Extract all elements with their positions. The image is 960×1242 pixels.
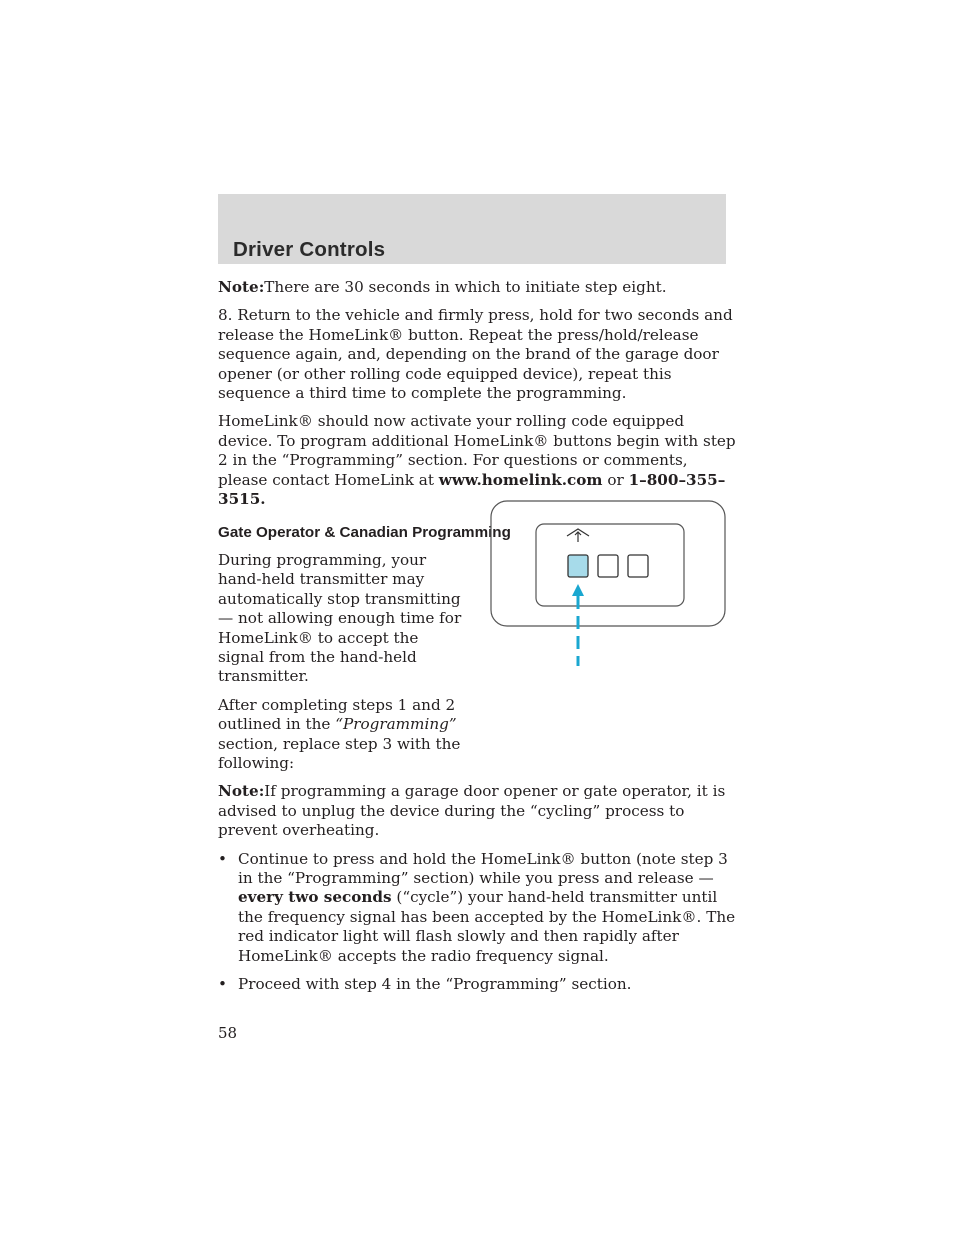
section-header-bar: [218, 194, 726, 264]
page-number: 58: [218, 1024, 238, 1042]
programming-paragraph: During programming, your hand-held transmitter may automatically stop transmitting — not allowing enough time for HomeLink® to accept the signal from the hand-held transmitter.: [218, 550, 462, 686]
section-title: Driver Controls: [233, 238, 386, 261]
bullet-text: [238, 850, 738, 966]
arrow-head: [572, 584, 584, 596]
bullet-marker: •: [218, 975, 227, 993]
programming-reference: “Programming”: [335, 715, 457, 734]
homelink-panel-figure: [490, 500, 726, 670]
garage-house-icon: [567, 529, 589, 542]
section-heading: Gate Operator & Canadian Programming: [218, 524, 511, 542]
note-paragraph: [218, 278, 738, 297]
homelink-button-2: [598, 555, 618, 577]
bullet-item: [218, 975, 738, 994]
note-text: There are 30 seconds in which to initiate step eight.: [264, 278, 667, 296]
homelink-button-1: [568, 555, 588, 577]
bullet-bold: every two seconds: [238, 888, 392, 907]
note-label-2: Note:: [218, 782, 265, 801]
website-link[interactable]: www.homelink.com: [438, 470, 603, 489]
step-8-paragraph: 8. Return to the vehicle and firmly press, hold for two seconds and release the HomeLink® button. Repeat the press/hold/release sequence again, and, depending on the brand of the garage door opener (or other rolling code equipped device), repeat this sequence a third time to complete the programming.: [218, 306, 733, 403]
contact-text: HomeLink® should now activate your rolling code equipped device. To program additional HomeLink® buttons begin with step 2 in the “Programming” section. For questions or comments, please contact HomeLink at: [218, 412, 736, 489]
homelink-contact-paragraph: [218, 412, 738, 509]
bullet-text: Proceed with step 4 in the “Programming” section.: [238, 975, 632, 993]
note-paragraph-2: [218, 782, 738, 840]
phone-number: 1–800–355–3515.: [218, 470, 726, 509]
bullet-marker: •: [218, 849, 227, 868]
bullet-item: [218, 850, 738, 966]
replace-step-paragraph: [218, 696, 463, 774]
homelink-button-3: [628, 555, 648, 577]
replace-text-before: After completing steps 1 and 2 outlined in the: [218, 695, 456, 734]
replace-text-after: section, replace step 3 with the following:: [218, 734, 461, 772]
or-text: or: [602, 470, 629, 489]
bullet-text-before: Continue to press and hold the HomeLink® button (note step 3 in the “Programming” section) while you press and release —: [238, 849, 728, 887]
bullet-text-after: (“cycle”) your hand-held transmitter until the frequency signal has been accepted by the HomeLink®. The red indicator light will flash slowly and then rapidly after HomeLink® accepts the radio frequency signal.: [238, 888, 736, 965]
note-label: Note:: [218, 278, 265, 296]
note-text-2: If programming a garage door opener or gate operator, it is advised to unplug the device during the “cycling” process to prevent overheating.: [218, 782, 726, 840]
